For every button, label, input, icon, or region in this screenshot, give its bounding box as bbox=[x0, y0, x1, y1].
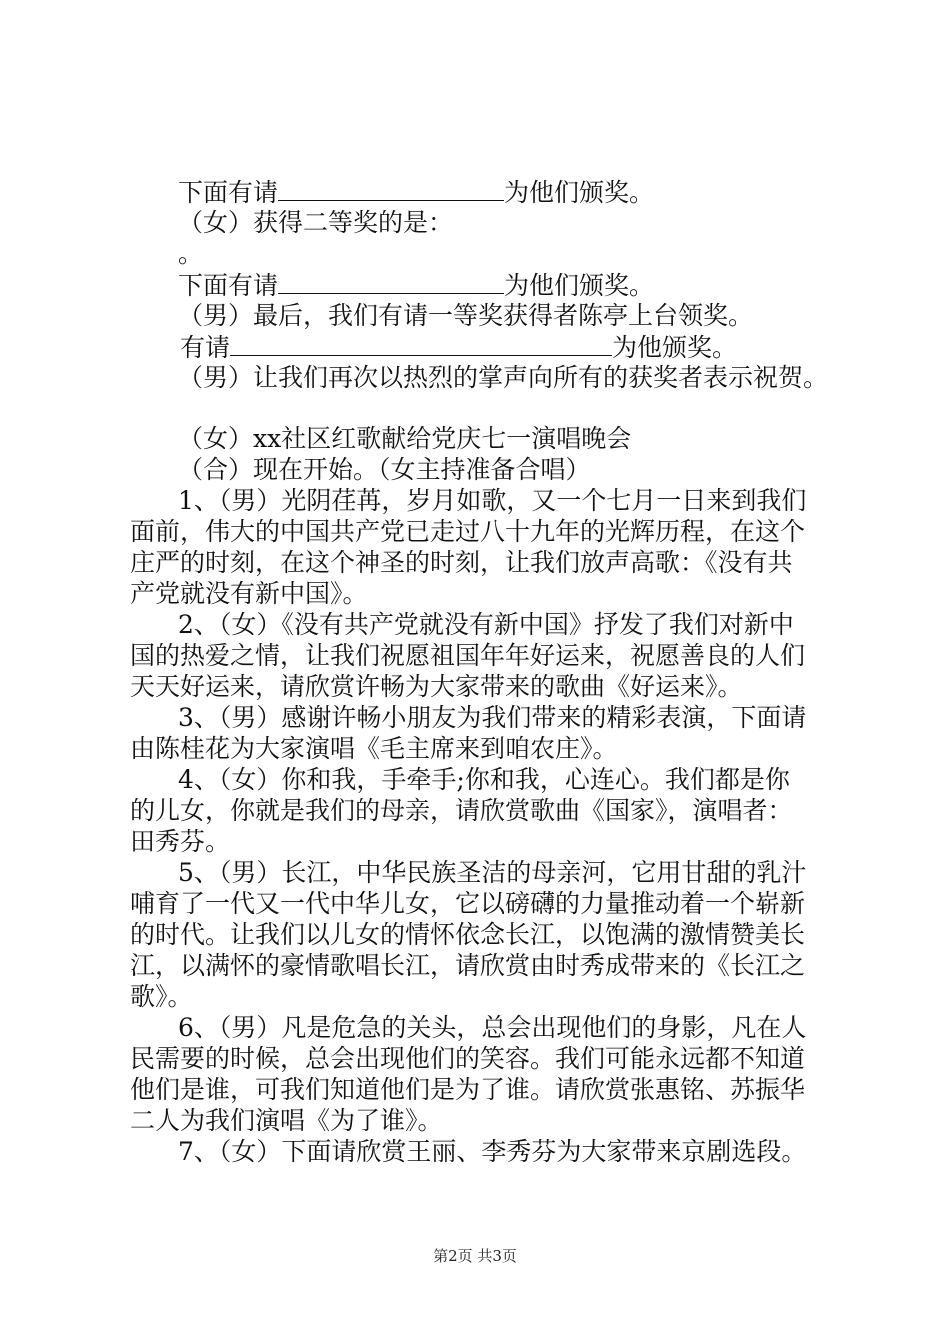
award-line-3: 。 bbox=[178, 239, 204, 268]
award-line-2: （女）获得二等奖的是： bbox=[178, 208, 454, 237]
paragraph-4: 4、（女）你和我，手牵手;你和我，心连心。我们都是你 的儿女，你就是我们的母亲，请欣赏歌曲《国家》，演唱者： 田秀芬。 bbox=[130, 765, 793, 856]
paragraph-3: 3、（男）感谢许畅小朋友为我们带来的精彩表演，下面请 由陈桂花为大家演唱《毛主席来到咱农庄》。 bbox=[130, 703, 807, 763]
paragraph-6: 6、（男）凡是危急的关头，总会出现他们的身影，凡在人 民需要的时候，总会出现他们的笑容。我们可能永远都不知道 他们是谁，可我们知道他们是为了谁。请欣赏张惠铭、苏振华 二人为我们演唱《为了谁》。 bbox=[130, 1013, 807, 1135]
award-line-4: 下面有请 为他们颁奖。 bbox=[178, 271, 655, 300]
award-section bbox=[178, 176, 848, 393]
fill-blank bbox=[278, 269, 504, 294]
paragraph-2: 2、（女）《没有共产党就没有新中国》抒发了我们对新中 国的热爱之情，让我们祝愿祖国年年好运来，祝愿善良的人们 天天好运来，请欣赏许畅为大家带来的歌曲《好运来》。 bbox=[130, 610, 806, 701]
fill-blank bbox=[230, 331, 612, 356]
award-line-6: 有请 为他颁奖。 bbox=[180, 333, 738, 362]
paragraph-1: 1、（男）光阴荏苒，岁月如歌，又一个七月一日来到我们 面前，伟大的中国共产党已走过八十九年的光辉历程，在这个 庄严的时刻，在这个神圣的时刻，让我们放声高歌：《没有共 产党就没有新中国》。 bbox=[130, 486, 807, 608]
opening-section bbox=[178, 423, 848, 485]
paragraph-7: 7、（女）下面请欣赏王丽、李秀芬为大家带来京剧选段。 bbox=[178, 1137, 807, 1166]
page-footer: 第2页 共3页 bbox=[433, 1247, 517, 1265]
paragraph-5: 5、（男）长江，中华民族圣洁的母亲河，它用甘甜的乳汁 哺育了一代又一代中华儿女，它以磅礴的力量推动着一个崭新 的时代。让我们以儿女的情怀依念长江，以饱满的激情赞美长 江，以满怀的豪情歌唱长江，请欣赏由时秀成带来的《长江之 歌》。 bbox=[130, 858, 807, 1011]
fill-blank bbox=[278, 176, 504, 201]
award-line-5: （男）最后，我们有请一等奖获得者陈亭上台领奖。 bbox=[178, 301, 754, 330]
program-paragraphs bbox=[130, 485, 840, 1167]
opening-line-1: （女）xx社区红歌献给党庆七一演唱晚会 bbox=[178, 424, 632, 453]
award-line-7: （男）让我们再次以热烈的掌声向所有的获奖者表示祝贺。 bbox=[178, 363, 829, 392]
award-line-1: 下面有请 为他们颁奖。 bbox=[178, 178, 655, 207]
opening-line-2: （合）现在开始。（女主持准备合唱） bbox=[178, 455, 591, 484]
